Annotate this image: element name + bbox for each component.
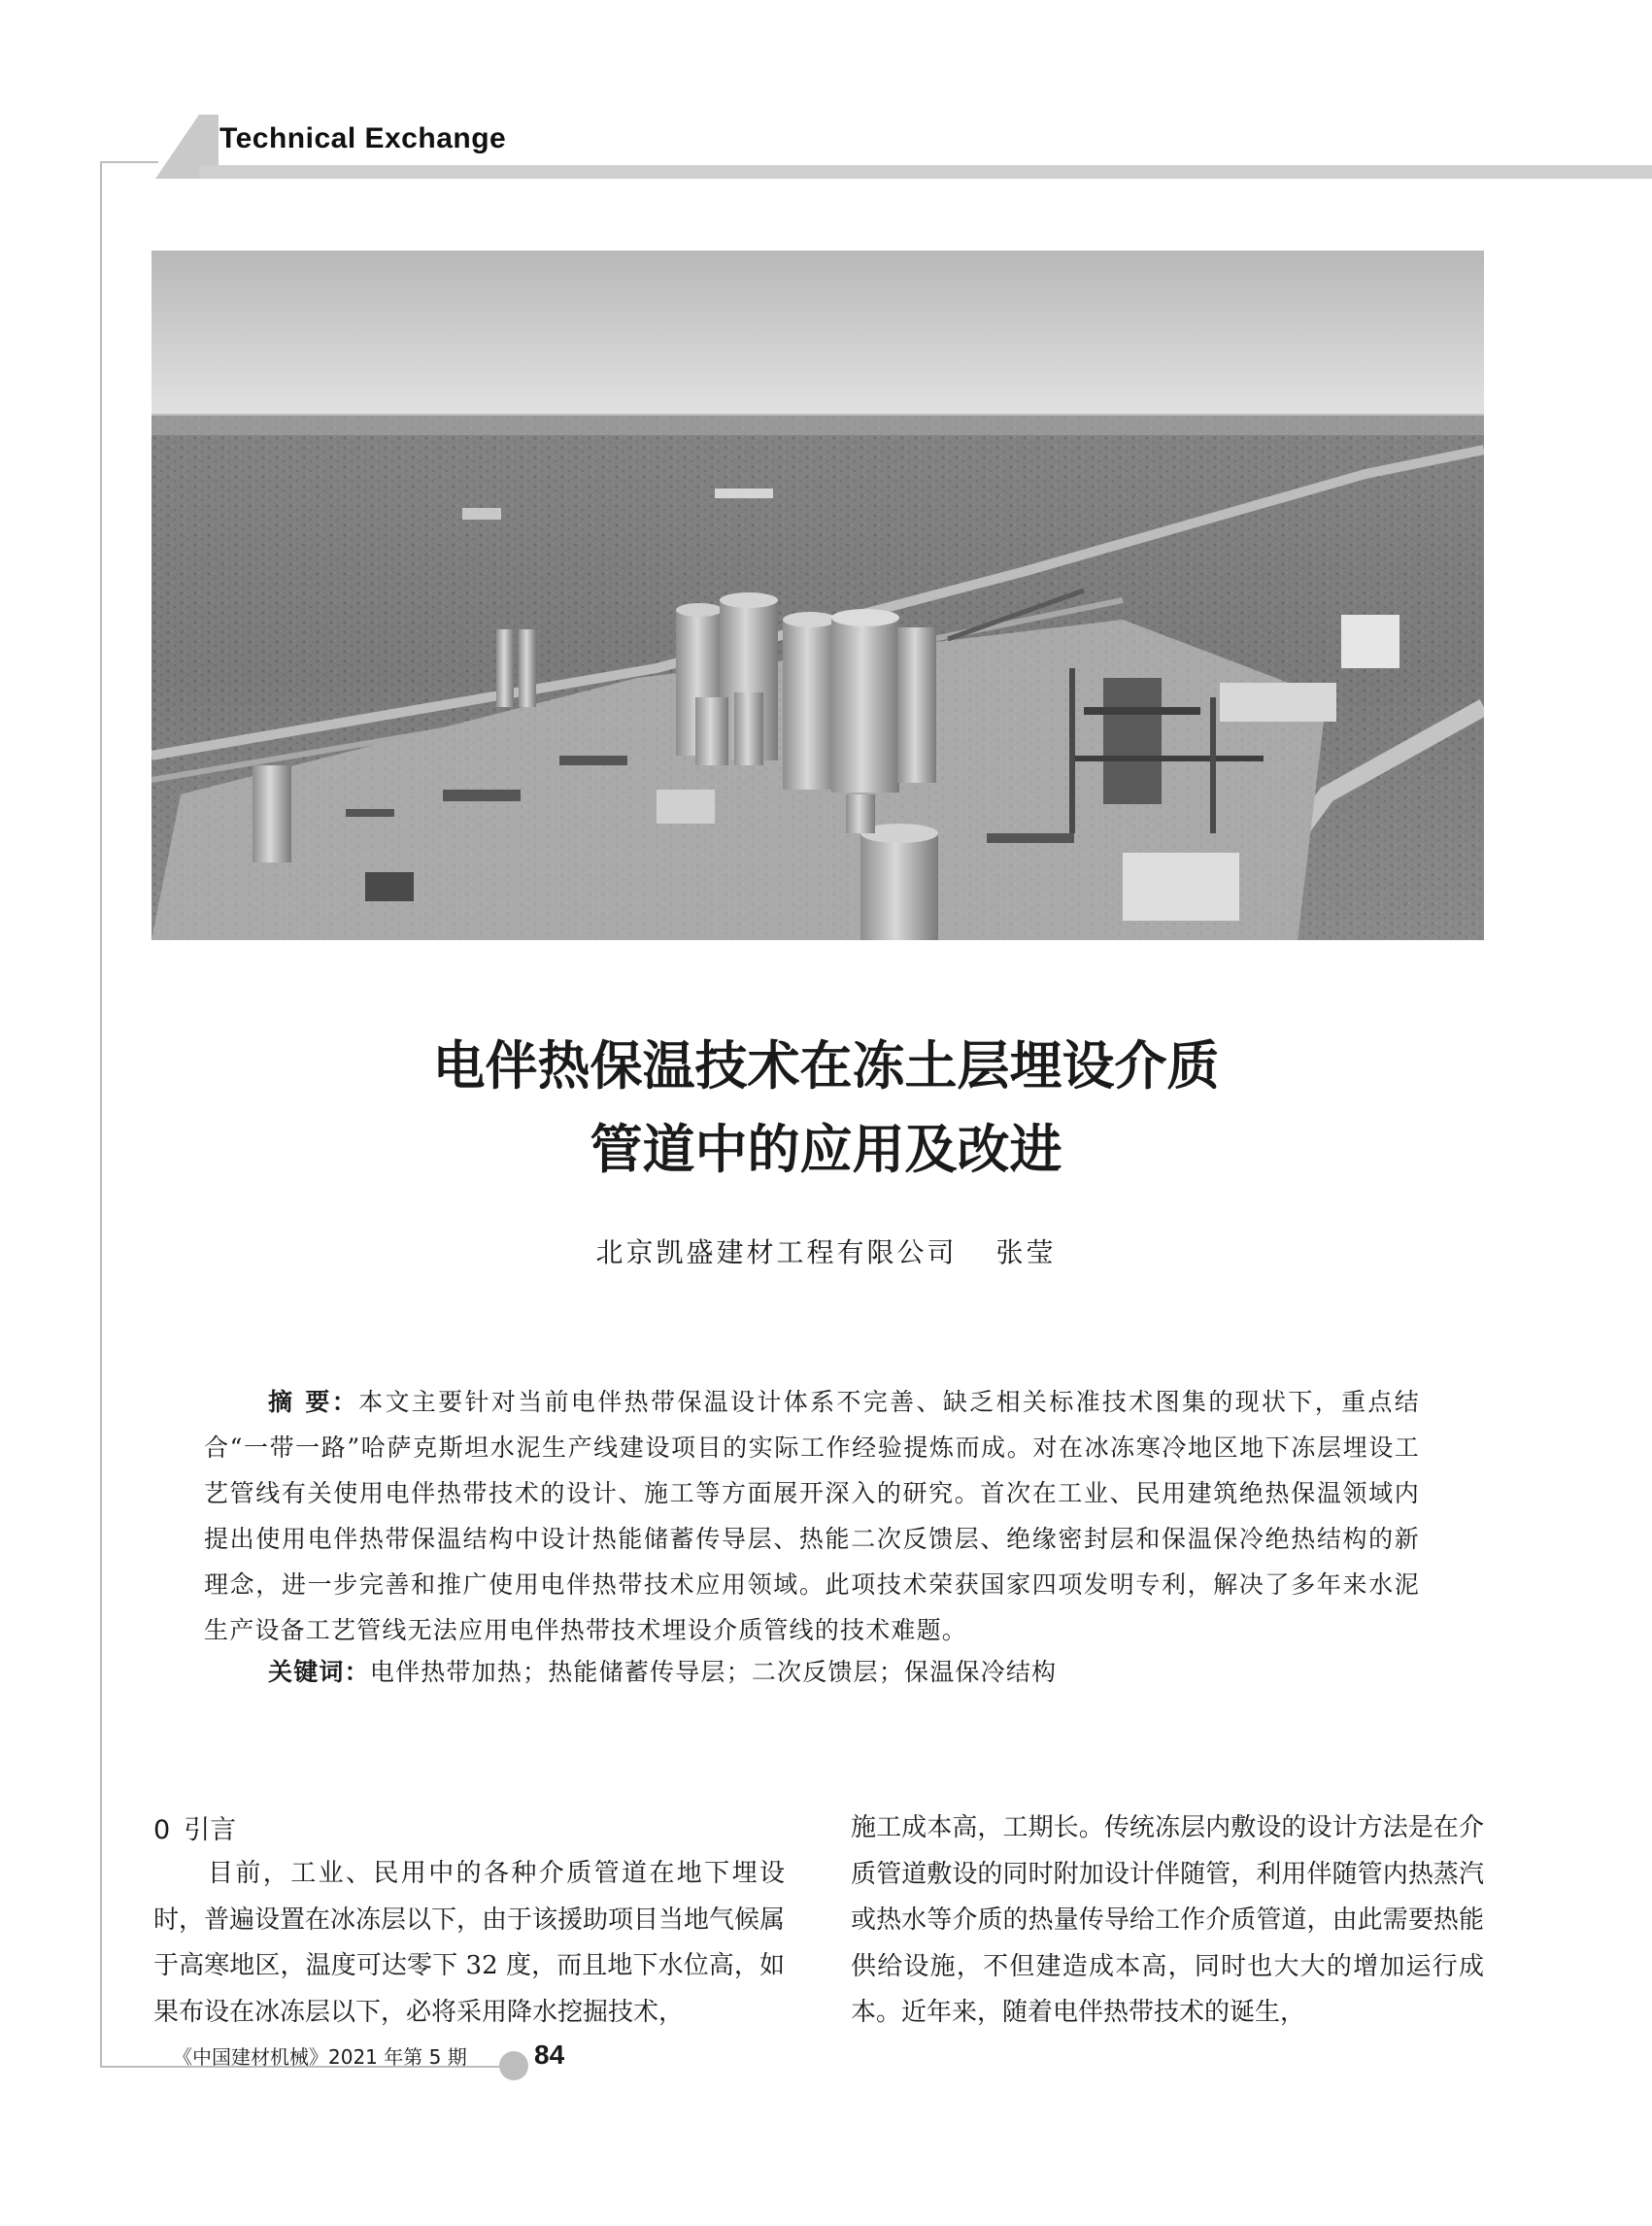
article-title-line-1: 电伴热保温技术在冻土层埋设介质 [432, 1035, 1220, 1096]
section-header-title: Technical Exchange [219, 122, 507, 154]
page-frame-line [100, 161, 158, 163]
footer-dot-icon [499, 2051, 528, 2080]
byline [0, 1231, 1652, 1270]
cement-plant-aerial-photo-icon [152, 251, 1484, 940]
page-number: 84 [534, 2040, 565, 2070]
body-paragraph: 施工成本高，工期长。传统冻层内敷设的设计方法是在介质管道敷设的同时附加设计伴随管，利用伴随管内热蒸汽或热水等介质的热量传导给工作介质管道，由此需要热能供给设施，不但建造成本高，同时也大大的增加运行成本。近年来，随着电伴热带技术的诞生， [851, 1813, 1484, 2027]
author-name: 张莹 [995, 1236, 1057, 1268]
body-column-right [851, 1805, 1484, 2037]
abstract-label: 摘 要： [268, 1388, 359, 1416]
section-title: 引言 [184, 1815, 237, 1845]
article-title-line-2: 管道中的应用及改进 [590, 1119, 1062, 1180]
body-paragraph: 目前，工业、民用中的各种介质管道在地下埋设时，普遍设置在冰冻层以下，由于该援助项目当地气候属于高寒地区，温度可达零下 32 度，而且地下水位高，如果布设在冰冻层以下，必将采用降水挖掘技术， [153, 1859, 786, 2027]
header-bar [199, 165, 1652, 179]
journal-footer: 《中国建材机械》2021 年第 5 期 [173, 2045, 467, 2069]
header-tab-shape [155, 115, 199, 179]
keywords-label: 关键词： [268, 1658, 370, 1686]
article-title [0, 1025, 1652, 1192]
keywords-text: 电伴热带加热；热能储蓄传导层；二次反馈层；保温保冷结构 [369, 1658, 1058, 1686]
abstract-text: 本文主要针对当前电伴热带保温设计体系不完善、缺乏相关标准技术图集的现状下，重点结合“一带一路”哈萨克斯坦水泥生产线建设项目的实际工作经验提炼而成。对在冰冻寒冷地区地下冻层埋设工艺管线有关使用电伴热带技术的设计、施工等方面展开深入的研究。首次在工业、民用建筑绝热保温领域内提出使用电伴热带保温结构中设计热能储蓄传导层、热能二次反馈层、绝缘密封层和保温保冷绝热结构的新理念，进一步完善和推广使用电伴热带技术应用领域。此项技术荣获国家四项发明专利，解决了多年来水泥生产设备工艺管线无法应用电伴热带技术埋设介质管线的技术难题。 [204, 1388, 1420, 1644]
section-heading [153, 1808, 236, 1846]
body-column-left [153, 1851, 785, 2036]
author-affiliation: 北京凯盛建材工程有限公司 [595, 1236, 958, 1268]
section-number: 0 [153, 1815, 171, 1845]
keywords [268, 1653, 1057, 1688]
abstract [204, 1379, 1420, 1653]
